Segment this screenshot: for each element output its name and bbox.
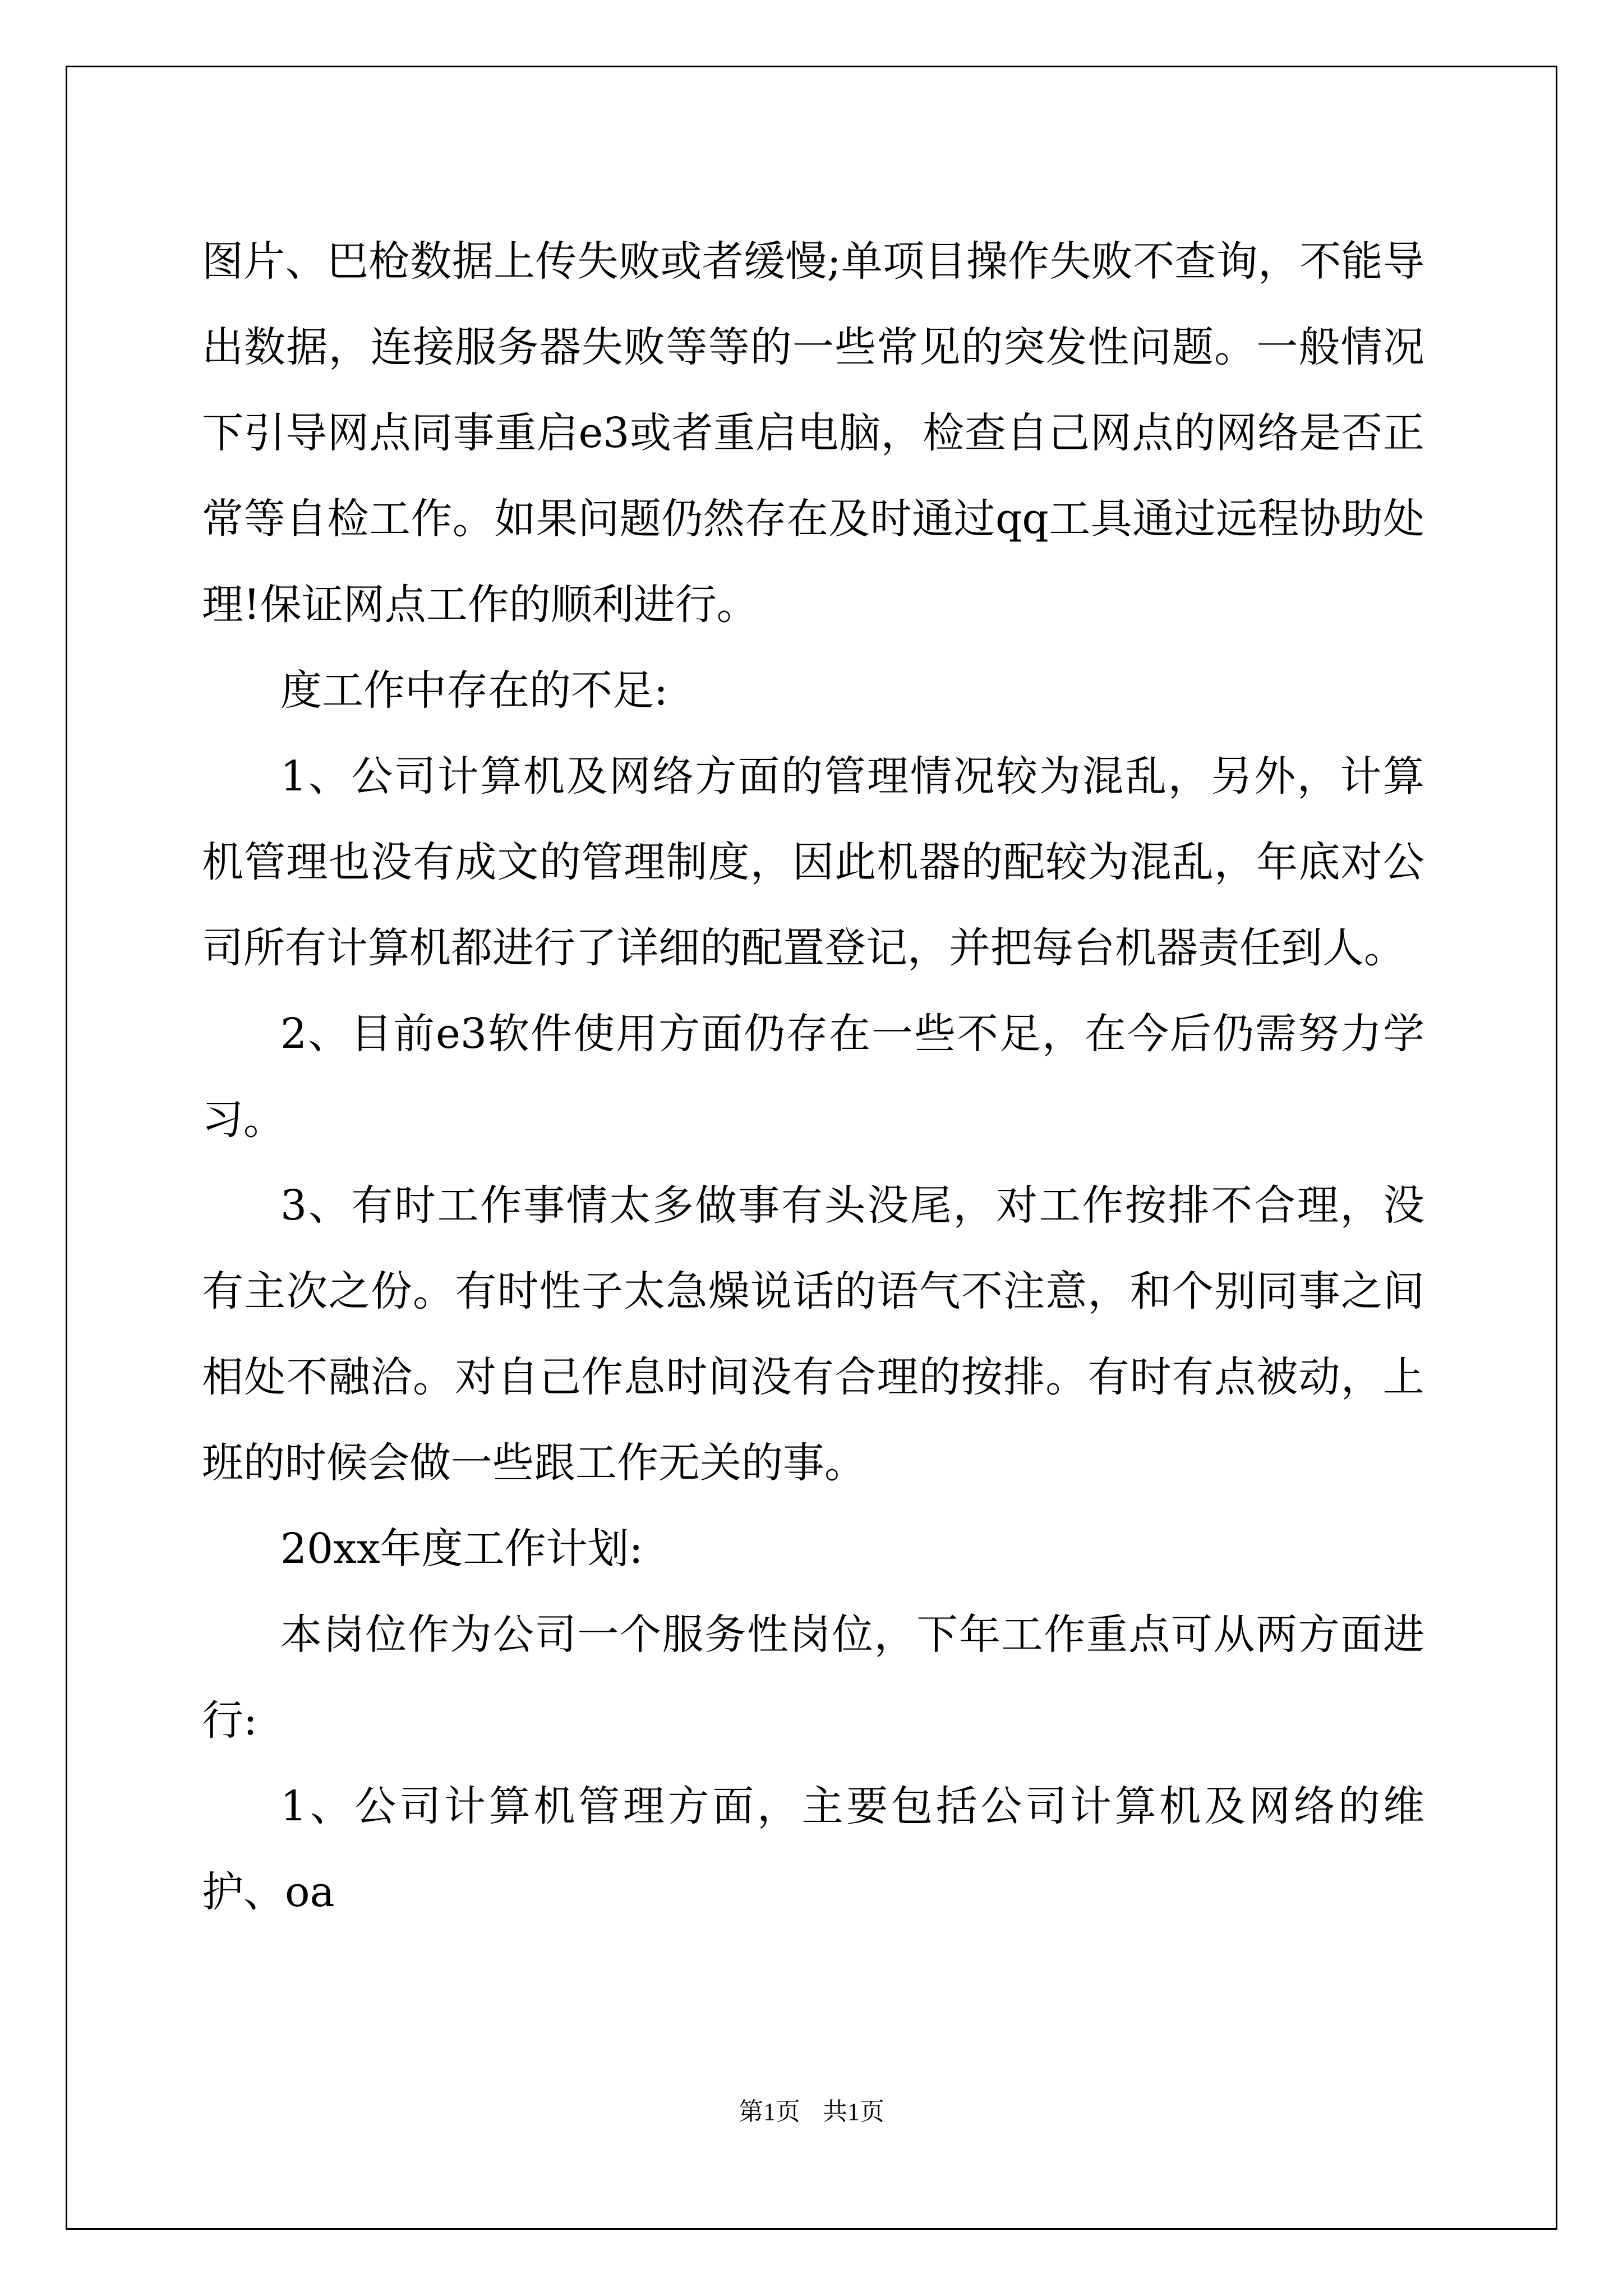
paragraph: 1、公司计算机及网络方面的管理情况较为混乱，另外，计算机管理也没有成文的管理制度，因此机器的配较为混乱，年底对公司所有计算机都进行了详细的配置登记，并把每台机器责任到人。 — [202, 752, 1424, 972]
paragraph: 3、有时工作事情太多做事有头没尾，对工作按排不合理，没有主次之份。有时性子太急燥说话的语气不注意，和个别同事之间相处不融洽。对自己作息时间没有合理的按排。有时有点被动，上班的时候会做一些跟工作无关的事。 — [202, 1181, 1424, 1487]
page-footer — [0, 2091, 1623, 2127]
paragraph: 1、公司计算机管理方面，主要包括公司计算机及网络的维护、oa — [202, 1782, 1424, 1916]
paragraph: 本岗位作为公司一个服务性岗位，下年工作重点可从两方面进行: — [202, 1611, 1424, 1745]
paragraph: 2、目前e3软件使用方面仍存在一些不足，在今后仍需努力学习。 — [202, 1010, 1424, 1144]
paragraph: 度工作中存在的不足: — [280, 666, 668, 715]
page-number: 第1页 — [739, 2098, 800, 2125]
paragraph: 20xx年度工作计划: — [280, 1525, 643, 1573]
document-body — [202, 219, 1424, 1935]
page-total: 共1页 — [823, 2098, 884, 2125]
paragraph: 图片、巴枪数据上传失败或者缓慢;单项目操作失败不查询，不能导出数据，连接服务器失败等等的一些常见的突发性问题。一般情况下引导网点同事重启e3或者重启电脑，检查自己网点的网络是否正常等自检工作。如果问题仍然存在及时通过qq工具通过远程协助处理!保证网点工作的顺利进行。 — [202, 237, 1424, 629]
